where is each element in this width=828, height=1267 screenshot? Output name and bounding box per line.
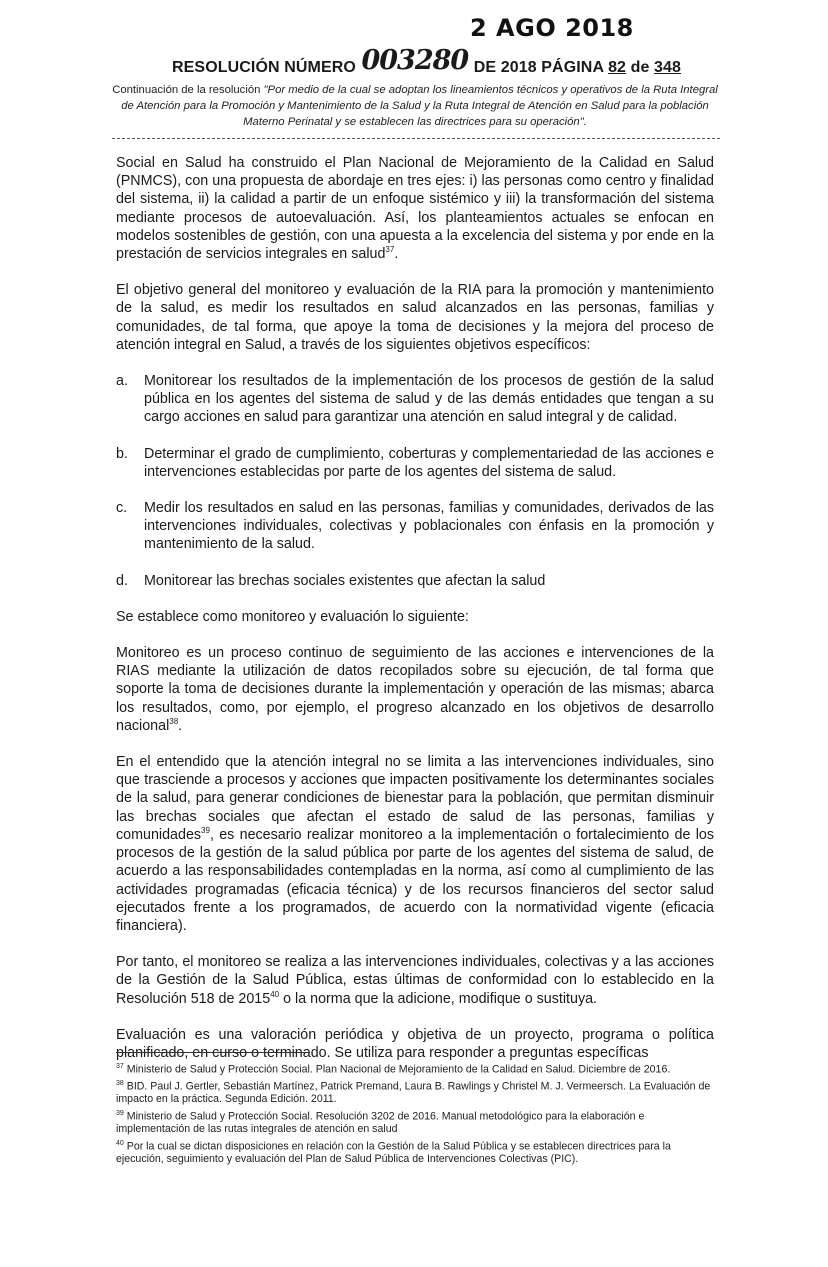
list-text: Determinar el grado de cumplimiento, coberturas y complementariedad de las acciones e intervenciones establecidas por parte de los agentes del sistema de salud. xyxy=(144,445,714,480)
paragraph: Evaluación es una valoración periódica y objetiva de un proyecto, programa o política planificado, en curso o terminado. Se utiliza para responder a preguntas específicas xyxy=(116,1026,714,1061)
resolution-number: 003280 xyxy=(361,45,469,76)
continuation-quote: "Por medio de la cual se adoptan los lineamientos técnicos y operativos de la Ruta Integral de Atención para la Promoción y Mantenimiento de la Salud y la Ruta Integral de Atención en Salud para la población Materno Perinatal y se establecen las directrices para su operación". xyxy=(121,84,718,128)
document-body xyxy=(116,154,714,1080)
list-text: Monitorear las brechas sociales existentes que afectan la salud xyxy=(144,572,546,589)
paragraph: Se establece como monitoreo y evaluación lo siguiente: xyxy=(116,608,469,625)
list-label: a. xyxy=(116,373,128,390)
header-prefix: RESOLUCIÓN NÚMERO xyxy=(172,59,356,76)
footnote: $^{39}$ Ministerio de Salud y Protección Social. Resolución 3202 de 2016. Manual metodológico para la elaboración e implementación de las rutas integrales de atención en salud xyxy=(116,1109,645,1136)
paragraph: En el entendido que la atención integral no se limita a las intervenciones individuales, sino que trasciende a procesos y acciones que impacten positivamente los determinantes sociales de la salud, para generar condiciones de bienestar para la población, que permitan disminuir las brechas sociales que afectan el estado de salud de las personas, familias y comunidades$^{39}$, es necesario realizar monitoreo a la implementación o fortalecimiento de los procesos de la gestión de la salud pública por parte de los agentes del sistema de salud, de acuerdo a las responsabilidades contempladas en la norma, así como al cumplimiento de las actividades programadas (eficacia técnica) y de los recursos financieros del sector salud ejecutados frente a los programados, de acuerdo con la normatividad vigente (eficacia financiera). xyxy=(116,754,714,934)
list-item xyxy=(116,372,714,427)
footnotes xyxy=(116,1060,716,1167)
list-item xyxy=(116,572,714,590)
page-number: 82 xyxy=(608,59,627,76)
date-stamp: 2 AGO 2018 xyxy=(470,14,634,42)
continuation-note xyxy=(108,82,722,130)
dashed-divider xyxy=(112,138,720,139)
footnote: $^{38}$ BID. Paul J. Gertler, Sebastián Martínez, Patrick Premand, Laura B. Rawlings y Christel M. J. Vermeersch. La Evaluación de impacto en la práctica. Segunda Edición. 2011. xyxy=(116,1079,711,1106)
list-label: b. xyxy=(116,445,128,462)
list-text: Medir los resultados en salud en las personas, familias y comunidades, derivados de las intervenciones individuales, colectivas y poblacionales con énfasis en la promoción y mantenimiento de la salud. xyxy=(144,500,714,553)
list-item xyxy=(116,445,714,481)
paragraph: Monitoreo es un proceso continuo de seguimiento de las acciones e intervenciones de la RIAS mediante la utilización de datos recopilados sobre su ejecución, de tal forma que soporte la toma de decisiones durante la implementación y operación de las mismas; abarca los resultados, como, por ejemplo, el progreso alcanzado en los objetivos de desarrollo nacional$^{38}$. xyxy=(116,645,714,734)
list-label: c. xyxy=(116,500,128,517)
footnote-ref: 38 xyxy=(169,717,179,727)
list-item xyxy=(116,499,714,554)
footnote: $^{40}$ Por la cual se dictan disposiciones en relación con la Gestión de la Salud Pública y se establecen directrices para la ejecución, seguimiento y evaluación del Plan de Salud Pública de Intervenciones Colectivas (PIC). xyxy=(116,1139,671,1166)
paragraph: El objetivo general del monitoreo y evaluación de la RIA para la promoción y mantenimiento de la salud, es medir los resultados en salud alcanzados en las personas, familias y comunidades, de tal forma, que apoye la toma de decisiones y la mejora del proceso de atención integral en Salud, a través de los siguientes objetivos específicos: xyxy=(116,282,714,353)
footnote: $^{37}$ Ministerio de Salud y Protección Social. Plan Nacional de Mejoramiento de la Calidad en Salud. Diciembre de 2016. xyxy=(116,1063,671,1076)
list-label: d. xyxy=(116,572,128,589)
paragraph: Social en Salud ha construido el Plan Nacional de Mejoramiento de la Calidad en Salud (PNMCS), con una propuesta de abordaje en tres ejes: i) las personas como centro y finalidad del sistema, ii) la calidad a partir de un enfoque sistémico y iii) la transformación del sistema mediante procesos de autoevaluación. Así, los planteamientos actuales se enfocan en modelos sostenibles de gestión, con una apuesta a la excelencia del sistema y por ende en la prestación de servicios integrales en salud$^{37}$. xyxy=(116,155,714,263)
footnote-ref: 40 xyxy=(270,989,280,999)
continuation-lead: Continuación de la resolución xyxy=(112,84,261,96)
page-header xyxy=(172,45,692,79)
paragraph: Por tanto, el monitoreo se realiza a las intervenciones individuales, colectivas y a las acciones de la Gestión de la Salud Pública, estas últimas de conformidad con lo establecido en la Resolución 518 de 2015$^{40}$ o la norma que la adicione, modifique o sustituya. xyxy=(116,954,714,1007)
total-pages: 348 xyxy=(654,59,682,76)
header-of: de xyxy=(630,59,650,76)
header-suffix: DE 2018 PÁGINA xyxy=(473,59,604,76)
list-text: Monitorear los resultados de la implementación de los procesos de gestión de la salud pública en los agentes del sistema de salud y de las demás entidades que tengan a su cargo acciones en salud para garantizar una atención en salud integral y de calidad. xyxy=(144,373,714,426)
footnote-rule xyxy=(116,1052,310,1053)
footnote-ref: 39 xyxy=(201,826,210,836)
footnote-ref: 37 xyxy=(385,245,395,255)
